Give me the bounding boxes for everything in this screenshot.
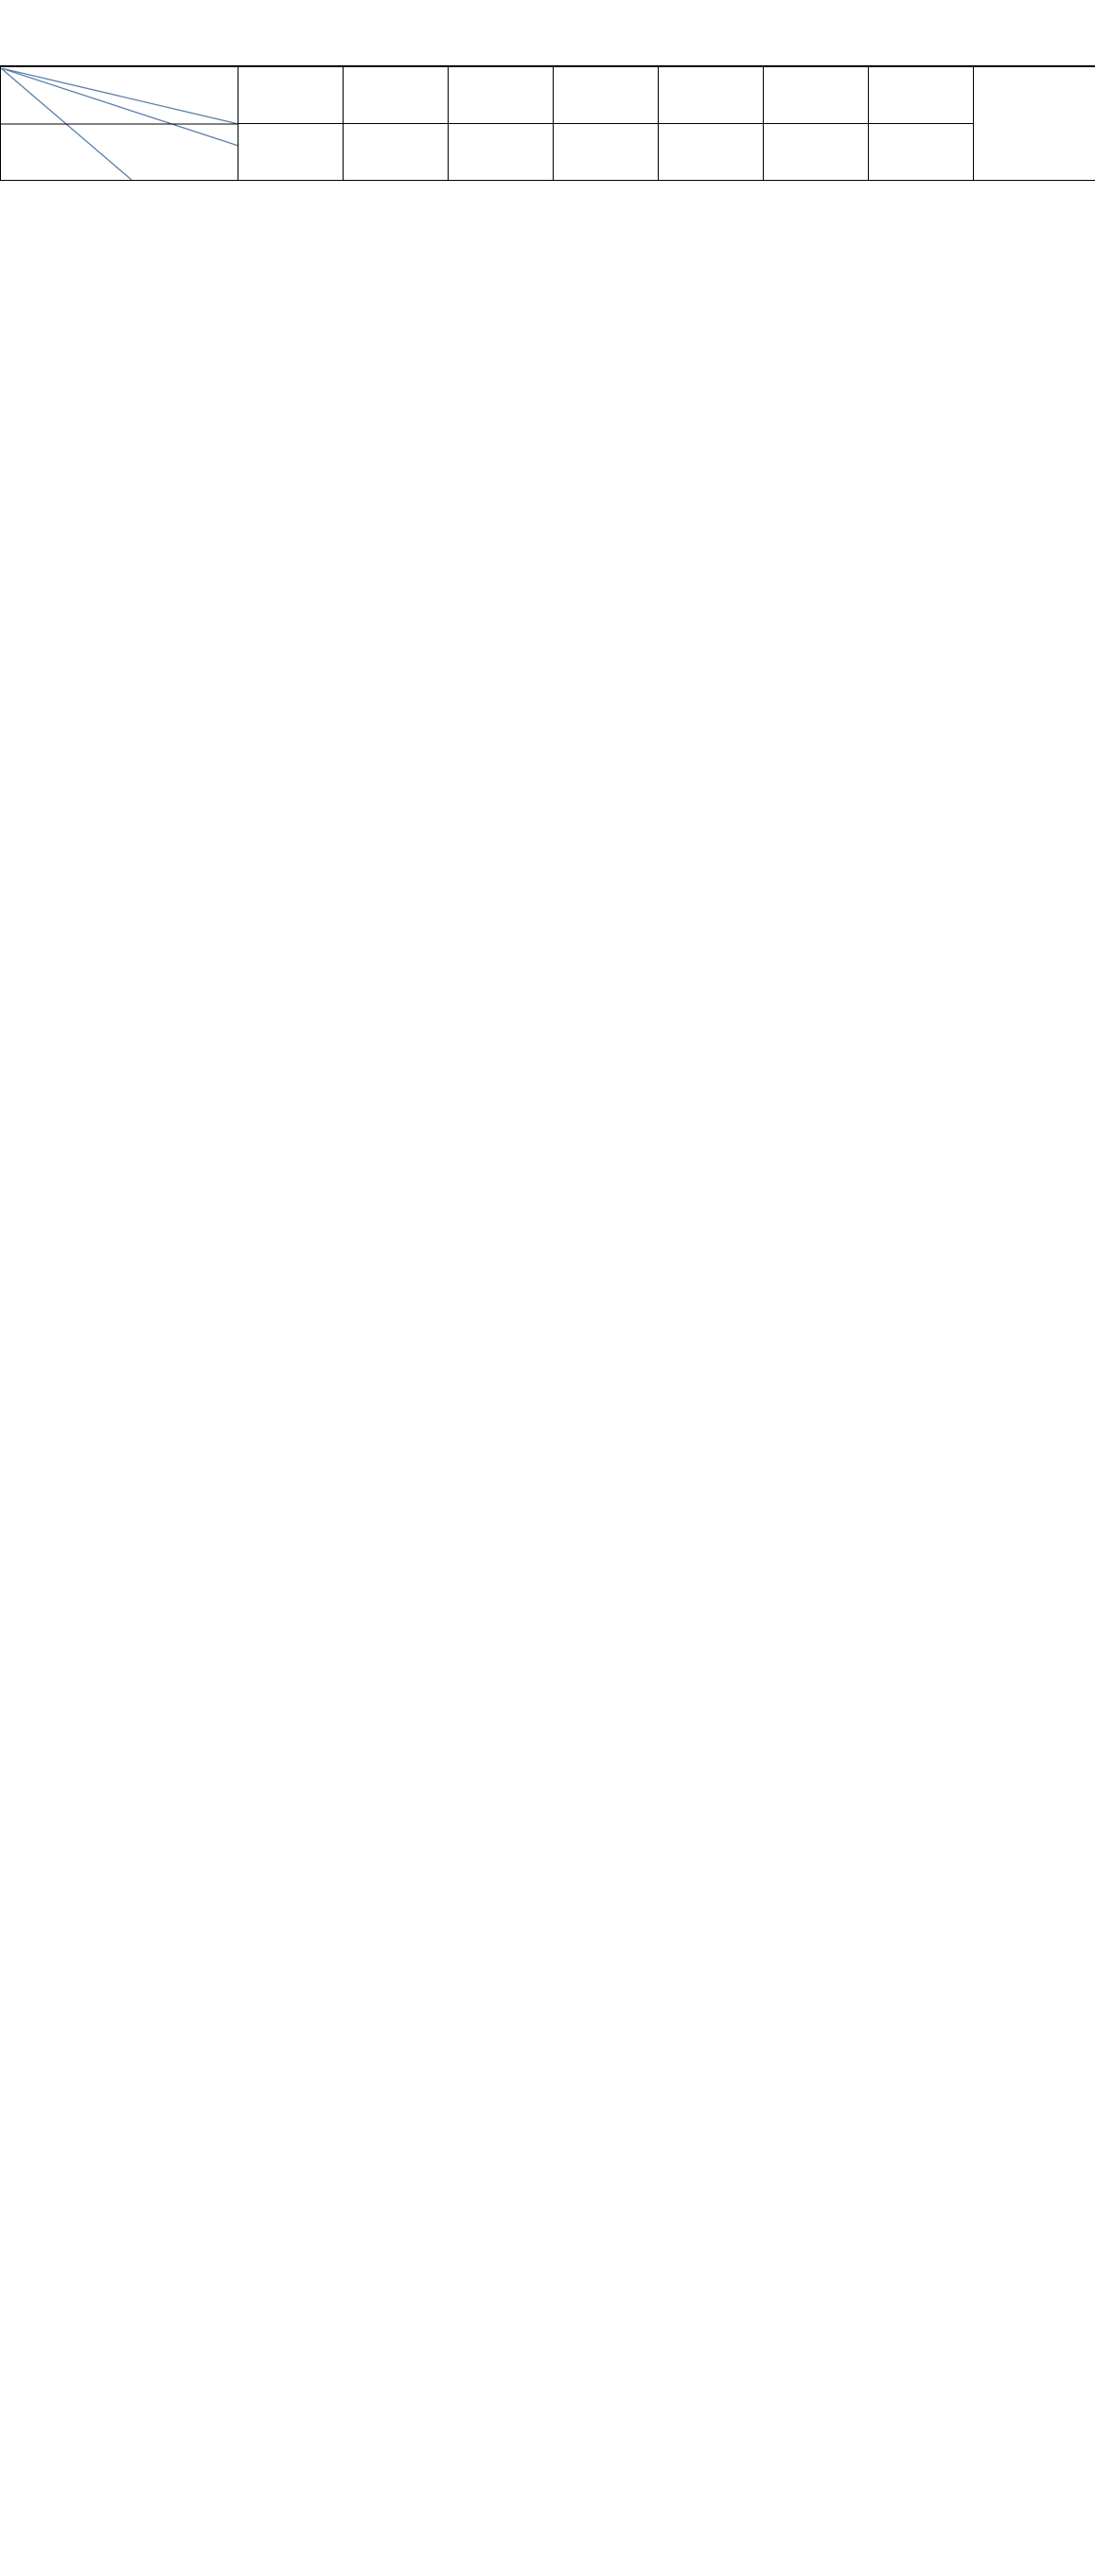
header-weekday-cell bbox=[764, 124, 869, 181]
header-corner-cell bbox=[1, 67, 238, 181]
header-weekday-cell bbox=[344, 124, 449, 181]
header-weekday-cell bbox=[659, 124, 764, 181]
header-date-cell bbox=[554, 67, 659, 124]
header-date-cell bbox=[659, 67, 764, 124]
header-weekday-cell bbox=[449, 124, 554, 181]
header-weekday-cell bbox=[869, 124, 974, 181]
header-date-cell bbox=[869, 67, 974, 124]
schedule-table bbox=[0, 66, 1095, 181]
header-row-dates bbox=[1, 67, 1095, 124]
header-weekday-cell bbox=[554, 124, 659, 181]
diagonal-lines bbox=[1, 68, 238, 180]
header-date-cell bbox=[764, 67, 869, 124]
header-date-cell bbox=[344, 67, 449, 124]
header-date-cell bbox=[238, 67, 344, 124]
page-title bbox=[0, 0, 1095, 66]
diagonal-header bbox=[1, 68, 238, 180]
header-weekday-cell bbox=[238, 124, 344, 181]
header-remark-cell bbox=[974, 67, 1095, 181]
header-date-cell bbox=[449, 67, 554, 124]
